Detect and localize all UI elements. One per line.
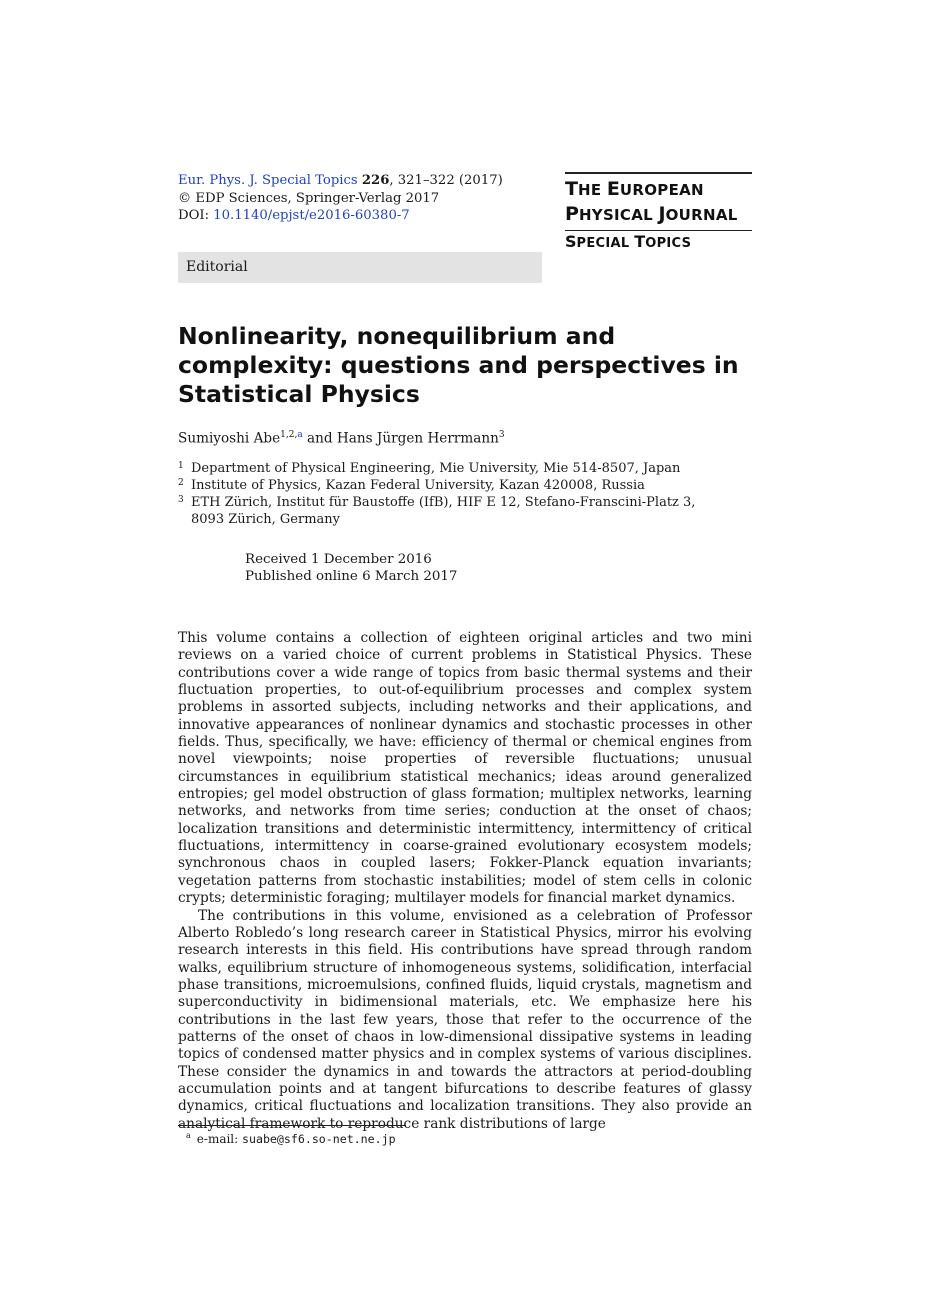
copyright-line <box>178 190 503 208</box>
pages-year: , 321–322 (2017) <box>389 173 503 188</box>
logo-letter: E <box>606 178 620 200</box>
published-date: Published online 6 March 2017 <box>245 569 458 584</box>
received-date: Received 1 December 2016 <box>245 552 432 567</box>
affiliation-marks <box>280 430 303 440</box>
affiliation-marks: 3 <box>498 430 505 440</box>
logo-letter: P <box>565 203 579 225</box>
author-name: and Hans Jürgen Herrmann <box>302 430 499 447</box>
copyright-text: EDP Sciences, Springer-Verlag 2017 <box>191 190 440 206</box>
logo-letters: OPICS <box>645 236 692 251</box>
logo-letter: T <box>565 178 578 200</box>
affiliation-item <box>178 477 698 494</box>
logo-letters: UROPEAN <box>619 181 704 199</box>
logo-letters: HYSICAL <box>578 206 659 224</box>
paragraph: This volume contains a collection of eighteen original articles and two mini reviews on a varied choice of current problems in Statistical Physics. These contributions cover a wide range of topics from basic thermal systems and their fluctuation properties, to out-of-equilibrium processes and complex system problems in assorted subjects, including networks and their applications, and innovative appearances of nonlinear dynamics and stochastic processes in other fields. Thus, specifically, we have: efficiency of thermal or chemical engines from novel viewpoints; noise properties of reversible fluctuations; unusual circumstances in equilibrium statistical mechanics; ideas around generalized entropies; gel model obstruction of glass formation; multiplex networks, learning networks, and networks from time series; conduction at the onset of chaos; localization transitions and deterministic intermittency, intermittency of critical fluctuations, intermittency in coarse-grained evolutionary ecosystem models; synchronous chaos in coupled lasers; Fokker-Planck equation invariants; vegetation patterns from stochastic instabilities; model of stem cells in colonic crypts; deterministic foraging; multilayer models for financial market dynamics. <box>178 630 752 907</box>
author-name: Sumiyoshi Abe <box>178 430 281 447</box>
logo-letter: S <box>565 232 577 251</box>
logo-letter: J <box>658 203 666 225</box>
affiliation-number: 1 <box>178 461 184 471</box>
volume-number: 226 <box>361 173 390 188</box>
footnote-link[interactable]: a <box>297 430 303 440</box>
affiliation-numbers: 1,2, <box>280 430 298 440</box>
logo-letter: T <box>634 232 646 251</box>
footnote-label: e-mail: <box>196 1132 243 1146</box>
affiliation-text: Institute of Physics, Kazan Federal University, Kazan 420008, Russia <box>191 478 645 493</box>
copyright-icon: © <box>178 190 192 206</box>
logo-letters: OURNAL <box>665 206 738 224</box>
doi-label: DOI: <box>178 208 214 223</box>
logo-letters: HE <box>577 181 607 199</box>
citation-line <box>178 172 503 190</box>
journal-citation <box>178 172 503 225</box>
affiliation-number: 2 <box>178 478 184 488</box>
affiliation-item <box>178 494 698 528</box>
logo-line-1 <box>565 177 752 202</box>
footnote-marker: a <box>186 1131 191 1140</box>
author-line <box>178 430 505 447</box>
article-body <box>178 630 752 1133</box>
affiliation-item <box>178 460 698 477</box>
affiliation-list <box>178 460 698 528</box>
journal-link[interactable]: Eur. Phys. J. Special Topics <box>178 173 358 188</box>
footnote-rule <box>178 1125 406 1126</box>
article-title: Nonlinearity, nonequilibrium and complexity: questions and perspectives in Statistical Physics <box>178 322 739 408</box>
article-dates <box>245 551 457 585</box>
section-label: Editorial <box>178 252 542 283</box>
affiliation-text: ETH Zürich, Institut für Baustoffe (IfB), HIF E 12, Stefano-Franscini-Platz 3, 8093 Zürich, Germany <box>191 495 696 527</box>
paragraph: The contributions in this volume, envisioned as a celebration of Professor Alberto Robledo’s long research career in Statistical Physics, mirror his evolving research interests in this field. His contributions have spread through random walks, equilibrium structure of inhomogeneous systems, solidification, interfacial phase transitions, microemulsions, confined fluids, liquid crystals, magnetism and superconductivity in bidimensional materials, etc. We emphasize here his contributions in the last few years, those that refer to the occurrence of the patterns of the onset of chaos in low-dimensional dissipative systems in leading topics of condensed matter physics and in complex systems of various disciplines. These consider the dynamics in and towards the attractors at period-doubling accumulation points and at tangent bifurcations to describe features of glassy dynamics, critical fluctuations and localization transitions. They also provide an analytical framework to reproduce rank distributions of large <box>178 907 752 1132</box>
logo-line-2 <box>565 202 752 227</box>
logo-line-3 <box>565 231 752 255</box>
logo-top-rule <box>565 172 752 174</box>
affiliation-number: 3 <box>178 495 184 505</box>
affiliation-text: Department of Physical Engineering, Mie University, Mie 514-8507, Japan <box>191 461 681 476</box>
email-link[interactable]: suabe@sf6.so-net.ne.jp <box>242 1132 396 1146</box>
journal-logo <box>565 172 752 255</box>
logo-letters: PECIAL <box>576 236 635 251</box>
doi-line <box>178 207 503 225</box>
footnote <box>186 1131 396 1146</box>
doi-link[interactable]: 10.1140/epjst/e2016-60380-7 <box>213 208 410 223</box>
